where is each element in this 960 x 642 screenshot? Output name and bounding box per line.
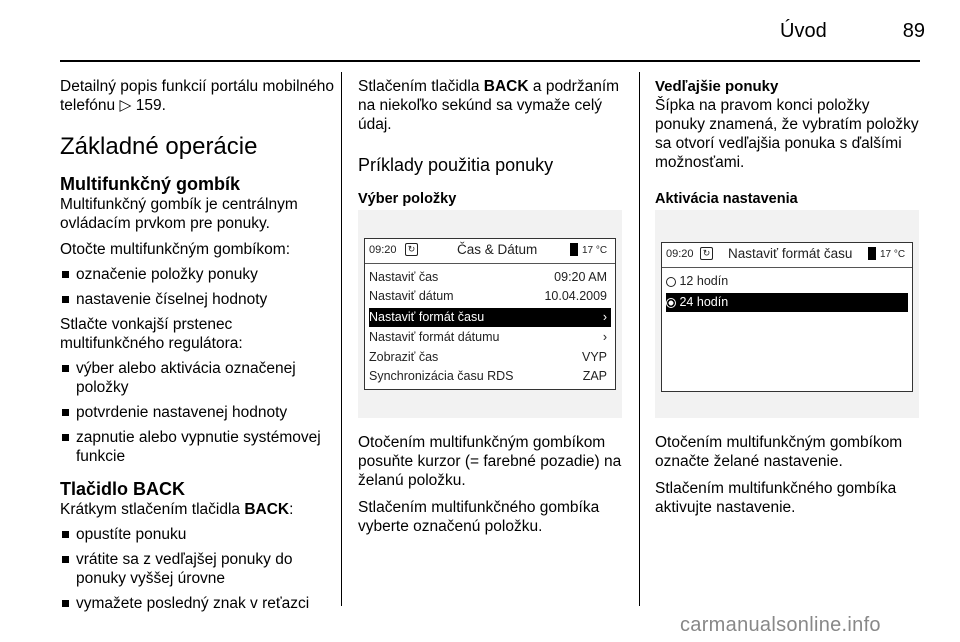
display-illustration-2 [655, 210, 919, 418]
paragraph: Otočením multifunkčným gombíkom posuňte kurzor (= farebné pozadie) na želanú položku. [358, 434, 622, 489]
list-item: potvrdenie nastavenej hodnoty [60, 403, 335, 422]
temperature: 17 °C [582, 245, 608, 256]
list-item: zapnutie alebo vypnutie systémovej funkcie [60, 428, 335, 466]
info-display [661, 242, 913, 392]
knob-description: Multifunkčný gombík je centrálnym ovládacím prvkom pre ponuky. [60, 196, 298, 232]
menu-row: Synchronizácia času RDS ZAP [369, 369, 607, 383]
column-divider-1 [341, 72, 342, 606]
column-3 [655, 77, 920, 209]
display-title: Nastaviť formát času [728, 246, 853, 261]
temperature: 17 °C [880, 249, 906, 260]
radio-selected-icon [666, 298, 676, 308]
radio-empty-icon [666, 277, 676, 287]
clock: 09:20 [369, 244, 397, 256]
subheading-select: Výber položky [358, 191, 457, 207]
turn-intro: Otočte multifunkčným gombíkom: [60, 241, 290, 258]
paragraph: Stlačením multifunkčného gombíka vyberte označenú položku. [358, 499, 600, 535]
press-intro: Stlačte vonkajší prstenec multifunkčného regulátora: [60, 316, 243, 352]
column-1 [60, 77, 335, 613]
subheading-submenus: Vedľajšie ponuky [655, 78, 779, 95]
watermark: carmanualsonline.info [680, 614, 881, 636]
list-item: výber alebo aktivácia označenej položky [60, 359, 335, 397]
column-3-lower [655, 433, 920, 517]
menu-row-selected: Nastaviť formát času › [369, 308, 611, 327]
column-2 [358, 77, 633, 209]
subheading-back: Tlačidlo BACK [60, 479, 186, 499]
subheading-knob: Multifunkčný gombík [60, 174, 240, 194]
thermometer-icon [868, 247, 876, 260]
section-heading-examples: Príklady použitia ponuky [358, 155, 554, 175]
page-header-title: Úvod [780, 20, 827, 42]
page-ref-arrow-icon: ▷ [119, 97, 132, 114]
display-title: Čas & Dátum [457, 242, 538, 257]
header-rule [60, 60, 920, 62]
list-item: vrátite sa z vedľajšej ponuky do ponuky vyššej úrovne [60, 550, 335, 588]
menu-row: Nastaviť formát dátumu › [369, 330, 607, 344]
intro-text: Detailný popis funkcií portálu mobilného telefónu ▷ 159. [60, 78, 334, 114]
clock: 09:20 [666, 248, 694, 260]
paragraph: Stlačením multifunkčného gombíka aktivujte nastavenie. [655, 480, 897, 516]
back-description: Krátkym stlačením tlačidla BACK: [60, 501, 294, 518]
column-divider-2 [639, 72, 640, 606]
page-number: 89 [902, 20, 925, 42]
menu-row: Nastaviť dátum 10.04.2009 [369, 289, 607, 303]
submenus-description: Šípka na pravom konci položky ponuky znamená, že vybratím položky sa otvorí vedľajšia ponuka s ďalšími možnosťami. [655, 97, 919, 171]
list-item: nastavenie číselnej hodnoty [60, 290, 335, 309]
display-status-bar [662, 243, 912, 268]
sync-icon: ↻ [405, 243, 418, 256]
display-illustration-1 [358, 210, 622, 418]
subheading-activate: Aktivácia nastavenia [655, 191, 798, 207]
thermometer-icon [570, 243, 578, 256]
info-display [364, 238, 616, 390]
display-status-bar [365, 239, 615, 264]
section-heading-basic: Základné operácie [60, 133, 258, 160]
sync-icon: ↻ [700, 247, 713, 260]
option-row: 12 hodín [666, 272, 908, 291]
list-item: označenie položky ponuky [60, 265, 335, 284]
hold-back-text: Stlačením tlačidla BACK a podržaním na niekoľko sekúnd sa vymaže celý údaj. [358, 78, 620, 133]
list-item: opustíte ponuku [60, 525, 335, 544]
paragraph: Otočením multifunkčným gombíkom označte želané nastavenie. [655, 434, 903, 470]
menu-row: Nastaviť čas 09:20 AM [369, 270, 607, 284]
menu-row: Zobraziť čas VYP [369, 350, 607, 364]
list-item: vymažete posledný znak v reťazci [60, 594, 335, 613]
column-2-lower [358, 433, 633, 536]
option-row-selected: 24 hodín [666, 293, 908, 312]
